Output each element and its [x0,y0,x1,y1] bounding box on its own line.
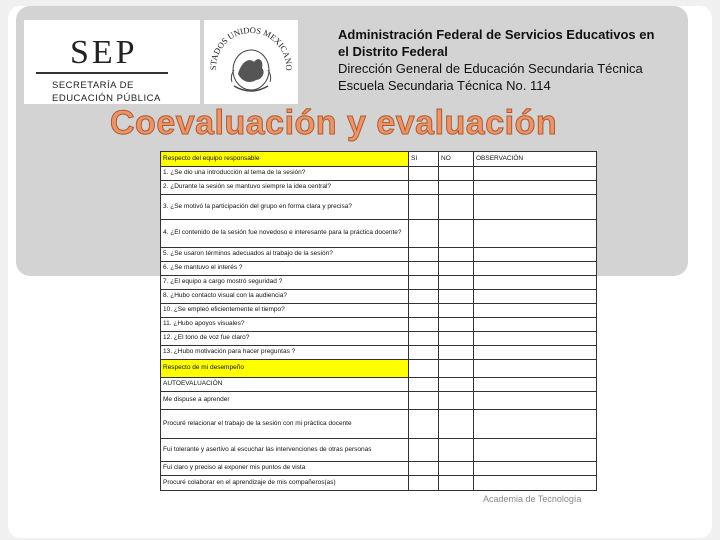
no-cell[interactable] [439,476,474,491]
observation-cell[interactable] [474,462,597,476]
no-cell[interactable] [439,378,474,392]
table-header-row [161,152,597,167]
si-cell[interactable] [409,290,439,304]
si-cell[interactable] [409,181,439,195]
observation-cell[interactable] [474,410,597,439]
observation-cell[interactable] [474,392,597,410]
table-row [161,360,597,378]
table-row [161,220,597,248]
si-cell[interactable] [409,462,439,476]
si-cell[interactable] [409,346,439,360]
observation-cell[interactable] [474,318,597,332]
table-row [161,392,597,410]
si-cell[interactable] [409,332,439,346]
no-cell[interactable] [439,248,474,262]
header-no: NO [439,152,474,167]
table-row [161,410,597,439]
no-cell[interactable] [439,360,474,378]
si-cell[interactable] [409,220,439,248]
si-cell[interactable] [409,167,439,181]
sep-logo-subtitle-1: SECRETARÍA DE [52,80,134,91]
sep-logo-subtitle-2: EDUCACIÓN PÚBLICA [52,93,161,104]
table-row [161,195,597,220]
seal-text: STADOS UNIDOS MEXICANO [207,24,295,71]
header-line-1: Administración Federal de Servicios Educativos en [338,27,655,42]
criteria-cell: 7. ¿El equipo a cargo mostró seguridad ? [161,276,409,290]
criteria-cell: Respecto de mi desempeño [161,360,409,378]
criteria-cell: Procuré relacionar el trabajo de la sesión con mi práctica docente [161,410,409,439]
national-seal [204,20,298,104]
no-cell[interactable] [439,439,474,462]
table-row [161,290,597,304]
criteria-cell: 2. ¿Durante la sesión se mantuvo siempre la idea central? [161,181,409,195]
sep-logo-text: SEP [70,34,138,71]
no-cell[interactable] [439,462,474,476]
observation-cell[interactable] [474,195,597,220]
header-si: SI [409,152,439,167]
criteria-cell: 12. ¿El tono de voz fue claro? [161,332,409,346]
no-cell[interactable] [439,304,474,318]
si-cell[interactable] [409,262,439,276]
table-row [161,332,597,346]
observation-cell[interactable] [474,332,597,346]
table-row [161,378,597,392]
sep-logo-rule [36,72,168,74]
criteria-cell: 6. ¿Se mantuvo el interés ? [161,262,409,276]
no-cell[interactable] [439,392,474,410]
observation-cell[interactable] [474,262,597,276]
observation-cell[interactable] [474,248,597,262]
page-title: Coevaluación y evaluación [110,104,558,142]
observation-cell[interactable] [474,290,597,304]
no-cell[interactable] [439,346,474,360]
table-row [161,462,597,476]
no-cell[interactable] [439,332,474,346]
no-cell[interactable] [439,410,474,439]
criteria-cell: 11. ¿Hubo apoyos visuales? [161,318,409,332]
no-cell[interactable] [439,167,474,181]
criteria-cell: Me dispuse a aprender [161,392,409,410]
criteria-cell: 3. ¿Se motivó la participación del grupo en forma clara y precisa? [161,195,409,220]
table-row [161,346,597,360]
header-observation: OBSERVACIÓN [474,152,597,167]
si-cell[interactable] [409,304,439,318]
table-row [161,318,597,332]
header-line-4: Escuela Secundaria Técnica No. 114 [338,78,551,93]
si-cell[interactable] [409,318,439,332]
header-criteria: Respecto del equipo responsable [161,152,409,167]
eagle-seal-icon [204,20,298,104]
criteria-cell: Procuré colaborar en el aprendizaje de mis compañeros(as) [161,476,409,491]
criteria-cell: 5. ¿Se usaron términos adecuados al trabajo de la sesión? [161,248,409,262]
criteria-cell: AUTOEVALUACIÓN [161,378,409,392]
no-cell[interactable] [439,276,474,290]
no-cell[interactable] [439,181,474,195]
observation-cell[interactable] [474,476,597,491]
table-row [161,439,597,462]
si-cell[interactable] [409,392,439,410]
no-cell[interactable] [439,195,474,220]
table-row [161,276,597,290]
criteria-cell: 13. ¿Hubo motivación para hacer preguntas ? [161,346,409,360]
si-cell[interactable] [409,439,439,462]
no-cell[interactable] [439,262,474,276]
observation-cell[interactable] [474,346,597,360]
table-row [161,304,597,318]
table-row [161,476,597,491]
si-cell[interactable] [409,360,439,378]
observation-cell[interactable] [474,360,597,378]
criteria-cell: 8. ¿Hubo contacto visual con la audiencia? [161,290,409,304]
si-cell[interactable] [409,248,439,262]
observation-cell[interactable] [474,439,597,462]
criteria-cell: 1. ¿Se dio una introducción al tema de la sesión? [161,167,409,181]
footer-academy: Academia de Tecnología [483,494,582,504]
criteria-cell: Fui tolerante y asertivo al escuchar las intervenciones de otras personas [161,439,409,462]
si-cell[interactable] [409,476,439,491]
observation-cell[interactable] [474,181,597,195]
criteria-cell: Fui claro y preciso al exponer mis puntos de vista [161,462,409,476]
no-cell[interactable] [439,318,474,332]
no-cell[interactable] [439,220,474,248]
table-row [161,248,597,262]
observation-cell[interactable] [474,276,597,290]
header-line-3: Dirección General de Educación Secundaria Técnica [338,61,643,76]
observation-cell[interactable] [474,220,597,248]
si-cell[interactable] [409,410,439,439]
observation-cell[interactable] [474,167,597,181]
si-cell[interactable] [409,195,439,220]
table-row [161,262,597,276]
evaluation-table [160,151,597,491]
table-row [161,181,597,195]
si-cell[interactable] [409,276,439,290]
criteria-cell: 10. ¿Se empleó eficientemente el tiempo? [161,304,409,318]
observation-cell[interactable] [474,378,597,392]
observation-cell[interactable] [474,304,597,318]
criteria-cell: 4. ¿El contenido de la sesión fue novedoso e interesante para la práctica docente? [161,220,409,248]
header-line-2: el Distrito Federal [338,44,448,59]
no-cell[interactable] [439,290,474,304]
table-row [161,167,597,181]
si-cell[interactable] [409,378,439,392]
